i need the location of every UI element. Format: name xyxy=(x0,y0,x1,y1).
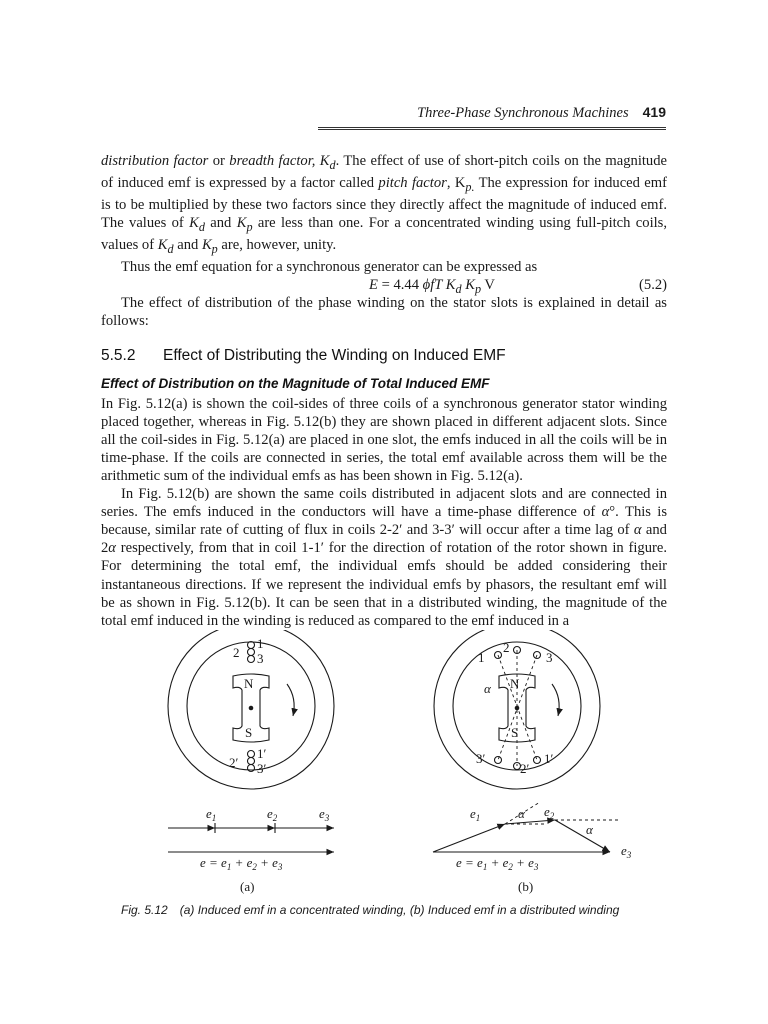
label-b-alpha: α xyxy=(484,681,491,696)
label-b-s: S xyxy=(511,725,519,740)
label-a-1: 1 xyxy=(257,636,264,651)
subsection-heading: Effect of Distribution on the Magnitude of Total Induced EMF xyxy=(101,376,490,392)
caption-label: Fig. 5.12 xyxy=(121,903,168,917)
label-b-3p: 3′ xyxy=(476,751,486,766)
paragraph-concentrated: In Fig. 5.12(a) is shown the coil-sides of three coils of a synchronous generator stator winding placed together, whereas in Fig. 5.12(b) they are shown placed in different adjacent slots. Since all the coil-sides in Fig. 5.12(a) are placed in one slot, the emfs induced in all the coils will be in time-phase. If the coils are connected in series, the total emf available across them will be the arithmetic sum of the individual emfs as has been shown in Fig. 5.12(a). xyxy=(101,395,667,484)
running-title: Three-Phase Synchronous Machines xyxy=(417,105,629,121)
equation-number: (5.2) xyxy=(639,277,667,294)
rotor-axis-a xyxy=(249,706,254,711)
rotor-axis-b xyxy=(515,706,520,711)
equation-5-2: E = 4.44 ϕfT $K_d$ $K_p$ V (5.2) xyxy=(369,277,667,297)
label-a-2p: 2′ xyxy=(229,755,239,770)
phasor-b-alpha-2: α xyxy=(586,822,593,837)
label-a-n: N xyxy=(244,676,254,691)
phasor-b-e2: $e_2$ xyxy=(544,804,555,821)
header-rule xyxy=(318,127,666,130)
paragraph-distribution-intro: The effect of distribution of the phase winding on the stator slots is explained in detail as follows: xyxy=(101,295,667,330)
label-a-s: S xyxy=(245,725,253,740)
phasor-a-e3: $e_3$ xyxy=(319,806,330,823)
phasor-a-e1: $e_1$ xyxy=(206,806,217,823)
label-a-3: 3 xyxy=(257,651,264,666)
label-b-2: 2 xyxy=(503,640,510,655)
paragraph-factors: distribution factor or breadth factor, $K_d$. The effect of use of short-pitch coils on the magnitude of induced emf is expressed by a factor called pitch factor, $K_{p.}$ The expression for induced emf is to be multiplied by these two factors since they directly affect the magnitude of induced emf. The values of $K_d$ and $K_p$ are less than one. For a concentrated winding using full-pitch coils, values of $K_d$ and $K_p$ are, however, unity. xyxy=(101,153,668,256)
caption-text: (a) Induced emf in a concentrated winding, (b) Induced emf in a distributed winding xyxy=(179,903,620,917)
figure-caption xyxy=(121,903,619,917)
label-b-n: N xyxy=(510,676,520,691)
page-number: 419 xyxy=(642,104,666,120)
phasor-b-e3: $e_3$ xyxy=(621,843,632,860)
figure-5-12 xyxy=(100,630,668,930)
label-a-3p: 3′ xyxy=(257,761,267,776)
label-b-1: 1 xyxy=(478,650,485,665)
running-header xyxy=(100,104,666,122)
figure-tag-a: (a) xyxy=(240,879,255,894)
label-b-1p: 1′ xyxy=(544,751,554,766)
figure-tag-b: (b) xyxy=(518,879,534,894)
paragraph-distributed: In Fig. 5.12(b) are shown the same coils distributed in adjacent slots and are connected in series. The emfs induced in the conductors will have a time-phase difference of α°. This is because, similar rate of cutting of flux in coils 2-2′ and 3-3′ will occur after a time lag of α and 2α respectively, from that in coil 1-1′ for the direction of rotation of the rotor shown in figure. For determining the total emf, the individual emfs should be added considering their instantaneous directions. If we represent the individual emfs by phasors, the resultant emf will be as shown in Fig. 5.12(b). It can be seen that in a distributed winding, the magnitude of the total emf induced in the winding is reduced as compared to the emf induced in a xyxy=(101,486,668,629)
figure-diagram xyxy=(100,630,668,900)
sum-equation-a: $e = e_1 + e_2 + e_3$ xyxy=(200,855,283,872)
phasor-b-e1: $e_1$ xyxy=(470,806,481,823)
section-heading: 5.5.2 Effect of Distributing the Winding on Induced EMF xyxy=(101,347,506,365)
phasor-a-e2: $e_2$ xyxy=(267,806,278,823)
page-body xyxy=(101,152,667,630)
label-b-3: 3 xyxy=(546,650,553,665)
label-a-1p: 1′ xyxy=(257,746,267,761)
label-b-2p: 2′ xyxy=(520,761,530,776)
phasor-diagram-a xyxy=(168,823,334,852)
sum-equation-b: $e = e_1 + e_2 + e_3$ xyxy=(456,855,539,872)
paragraph-emf-intro: Thus the emf equation for a synchronous generator can be expressed as xyxy=(121,259,538,276)
phasor-b-alpha-1: α xyxy=(518,806,525,821)
label-a-2: 2 xyxy=(233,645,240,660)
